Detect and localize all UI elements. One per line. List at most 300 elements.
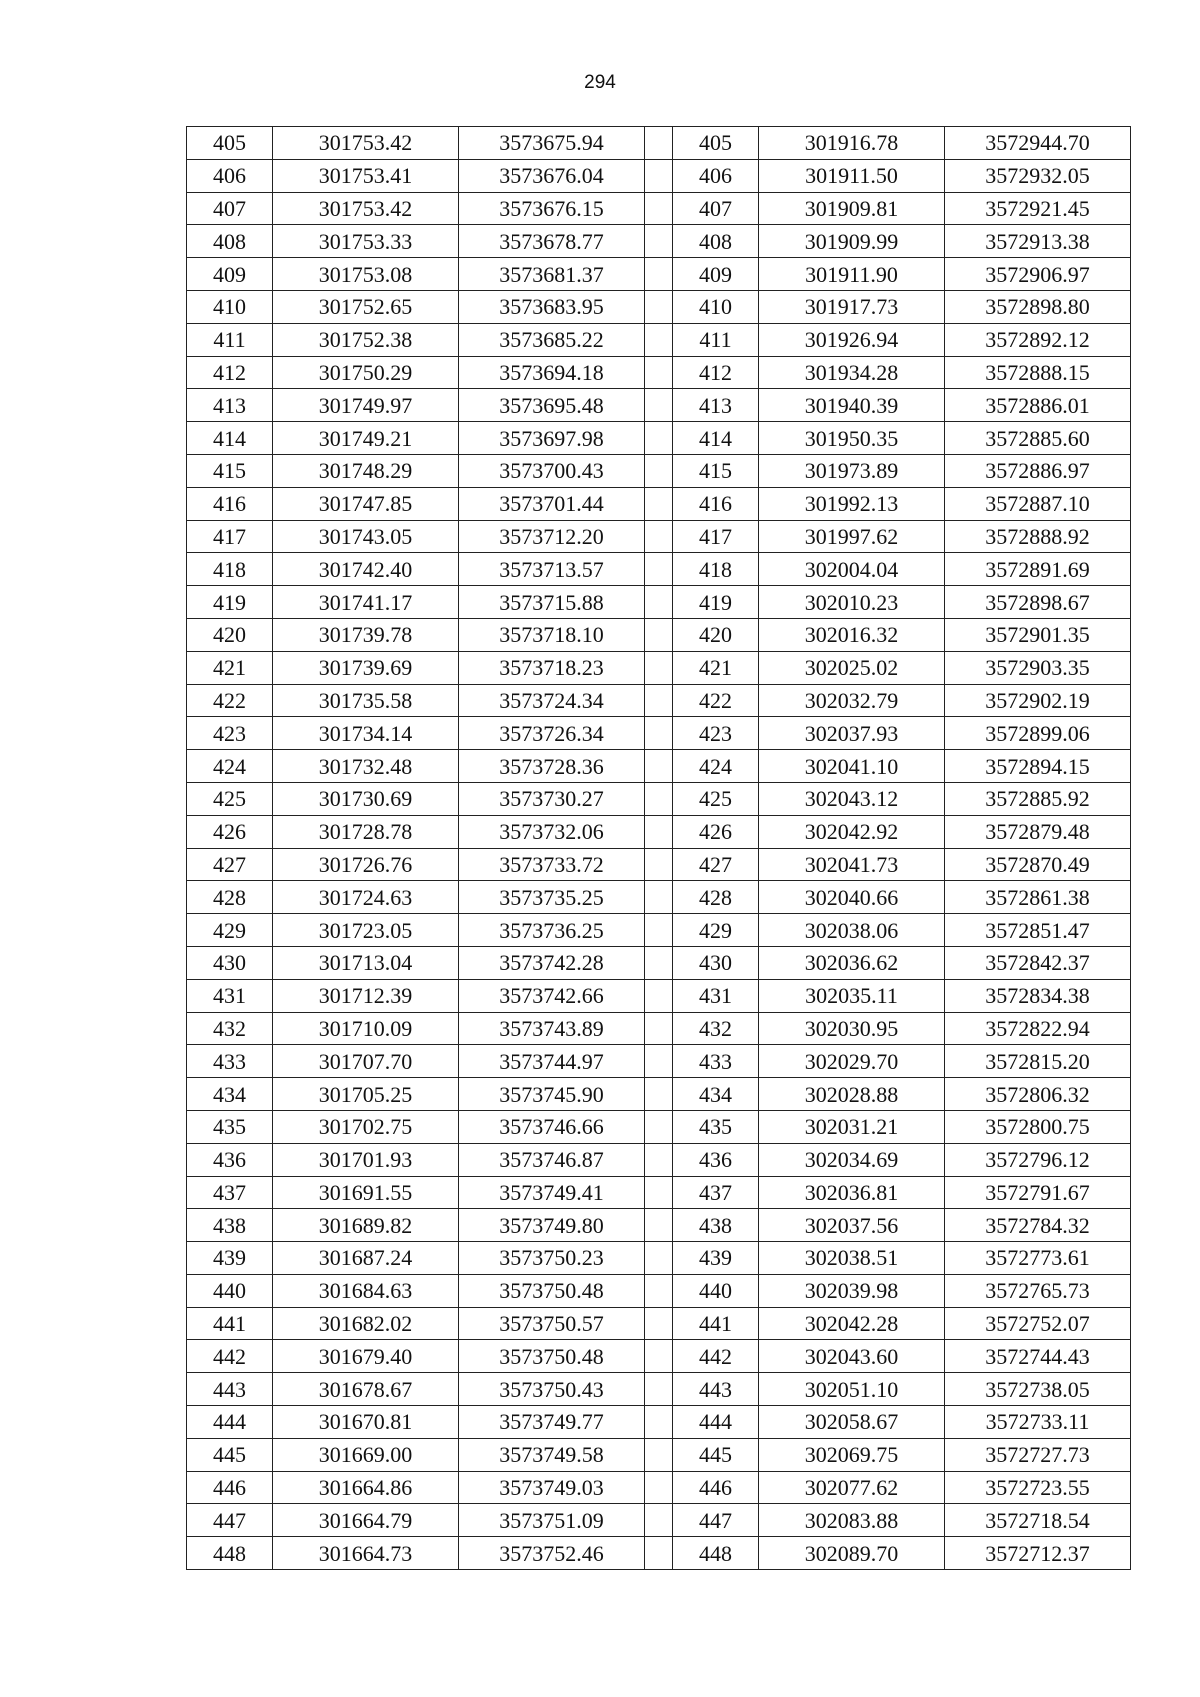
right-y-coordinate-cell: 3572733.11 [945,1406,1131,1439]
separator-cell [645,1078,673,1111]
right-point-id-cell: 422 [673,684,759,717]
right-y-coordinate-cell: 3572796.12 [945,1143,1131,1176]
left-y-coordinate-cell: 3573745.90 [459,1078,645,1111]
right-x-coordinate-cell: 301909.81 [759,192,945,225]
left-x-coordinate-cell: 301664.86 [273,1471,459,1504]
table-row [187,159,1131,192]
left-x-coordinate-cell: 301752.65 [273,290,459,323]
left-x-coordinate-cell: 301732.48 [273,750,459,783]
left-y-coordinate-cell: 3573749.80 [459,1209,645,1242]
left-y-coordinate-cell: 3573732.06 [459,815,645,848]
right-point-id-cell: 440 [673,1274,759,1307]
left-point-id-cell: 441 [187,1307,273,1340]
right-x-coordinate-cell: 302042.92 [759,815,945,848]
left-y-coordinate-cell: 3573742.28 [459,946,645,979]
right-point-id-cell: 426 [673,815,759,848]
right-point-id-cell: 407 [673,192,759,225]
right-point-id-cell: 446 [673,1471,759,1504]
right-point-id-cell: 421 [673,651,759,684]
table-row [187,1078,1131,1111]
table-row [187,192,1131,225]
separator-cell [645,586,673,619]
right-point-id-cell: 408 [673,225,759,258]
table-row [187,422,1131,455]
left-x-coordinate-cell: 301730.69 [273,782,459,815]
table-row [187,1274,1131,1307]
left-x-coordinate-cell: 301739.69 [273,651,459,684]
table-row [187,225,1131,258]
right-point-id-cell: 420 [673,618,759,651]
left-point-id-cell: 414 [187,422,273,455]
right-y-coordinate-cell: 3572913.38 [945,225,1131,258]
left-point-id-cell: 431 [187,979,273,1012]
left-point-id-cell: 432 [187,1012,273,1045]
right-y-coordinate-cell: 3572773.61 [945,1242,1131,1275]
table-row [187,1471,1131,1504]
table-row [187,618,1131,651]
right-point-id-cell: 427 [673,848,759,881]
left-y-coordinate-cell: 3573749.03 [459,1471,645,1504]
left-y-coordinate-cell: 3573712.20 [459,520,645,553]
right-point-id-cell: 448 [673,1537,759,1570]
right-x-coordinate-cell: 302069.75 [759,1438,945,1471]
left-y-coordinate-cell: 3573685.22 [459,323,645,356]
right-y-coordinate-cell: 3572891.69 [945,553,1131,586]
left-x-coordinate-cell: 301753.41 [273,159,459,192]
right-point-id-cell: 439 [673,1242,759,1275]
left-point-id-cell: 412 [187,356,273,389]
right-y-coordinate-cell: 3572723.55 [945,1471,1131,1504]
left-point-id-cell: 447 [187,1504,273,1537]
right-y-coordinate-cell: 3572901.35 [945,618,1131,651]
left-x-coordinate-cell: 301710.09 [273,1012,459,1045]
left-point-id-cell: 422 [187,684,273,717]
left-point-id-cell: 426 [187,815,273,848]
left-y-coordinate-cell: 3573742.66 [459,979,645,1012]
table-row [187,487,1131,520]
left-x-coordinate-cell: 301728.78 [273,815,459,848]
left-y-coordinate-cell: 3573733.72 [459,848,645,881]
right-y-coordinate-cell: 3572944.70 [945,127,1131,160]
right-x-coordinate-cell: 301909.99 [759,225,945,258]
separator-cell [645,1274,673,1307]
left-y-coordinate-cell: 3573724.34 [459,684,645,717]
right-y-coordinate-cell: 3572898.80 [945,290,1131,323]
separator-cell [645,356,673,389]
left-point-id-cell: 413 [187,389,273,422]
left-x-coordinate-cell: 301712.39 [273,979,459,1012]
right-point-id-cell: 435 [673,1110,759,1143]
right-y-coordinate-cell: 3572738.05 [945,1373,1131,1406]
left-y-coordinate-cell: 3573726.34 [459,717,645,750]
right-y-coordinate-cell: 3572887.10 [945,487,1131,520]
left-point-id-cell: 425 [187,782,273,815]
separator-cell [645,1012,673,1045]
left-x-coordinate-cell: 301679.40 [273,1340,459,1373]
separator-cell [645,717,673,750]
right-point-id-cell: 406 [673,159,759,192]
right-point-id-cell: 432 [673,1012,759,1045]
left-y-coordinate-cell: 3573718.23 [459,651,645,684]
left-y-coordinate-cell: 3573694.18 [459,356,645,389]
left-x-coordinate-cell: 301669.00 [273,1438,459,1471]
table-row [187,356,1131,389]
right-y-coordinate-cell: 3572902.19 [945,684,1131,717]
left-y-coordinate-cell: 3573752.46 [459,1537,645,1570]
right-y-coordinate-cell: 3572834.38 [945,979,1131,1012]
right-point-id-cell: 434 [673,1078,759,1111]
left-x-coordinate-cell: 301702.75 [273,1110,459,1143]
separator-cell [645,389,673,422]
right-x-coordinate-cell: 301973.89 [759,454,945,487]
left-y-coordinate-cell: 3573676.04 [459,159,645,192]
table-row [187,454,1131,487]
left-x-coordinate-cell: 301713.04 [273,946,459,979]
right-x-coordinate-cell: 301917.73 [759,290,945,323]
left-x-coordinate-cell: 301750.29 [273,356,459,389]
right-x-coordinate-cell: 302030.95 [759,1012,945,1045]
right-y-coordinate-cell: 3572932.05 [945,159,1131,192]
left-x-coordinate-cell: 301753.08 [273,258,459,291]
right-x-coordinate-cell: 302037.56 [759,1209,945,1242]
left-y-coordinate-cell: 3573676.15 [459,192,645,225]
left-point-id-cell: 435 [187,1110,273,1143]
right-x-coordinate-cell: 302043.60 [759,1340,945,1373]
right-y-coordinate-cell: 3572752.07 [945,1307,1131,1340]
left-y-coordinate-cell: 3573715.88 [459,586,645,619]
left-y-coordinate-cell: 3573749.41 [459,1176,645,1209]
right-x-coordinate-cell: 302042.28 [759,1307,945,1340]
table-row [187,1307,1131,1340]
right-x-coordinate-cell: 301940.39 [759,389,945,422]
left-x-coordinate-cell: 301726.76 [273,848,459,881]
left-point-id-cell: 410 [187,290,273,323]
right-point-id-cell: 445 [673,1438,759,1471]
right-y-coordinate-cell: 3572888.15 [945,356,1131,389]
table-row [187,1340,1131,1373]
right-point-id-cell: 415 [673,454,759,487]
left-y-coordinate-cell: 3573681.37 [459,258,645,291]
right-y-coordinate-cell: 3572903.35 [945,651,1131,684]
right-x-coordinate-cell: 301926.94 [759,323,945,356]
left-x-coordinate-cell: 301735.58 [273,684,459,717]
table-row [187,323,1131,356]
left-x-coordinate-cell: 301748.29 [273,454,459,487]
right-x-coordinate-cell: 302037.93 [759,717,945,750]
right-x-coordinate-cell: 301911.90 [759,258,945,291]
right-point-id-cell: 410 [673,290,759,323]
left-point-id-cell: 437 [187,1176,273,1209]
right-y-coordinate-cell: 3572906.97 [945,258,1131,291]
left-x-coordinate-cell: 301743.05 [273,520,459,553]
left-x-coordinate-cell: 301753.42 [273,192,459,225]
left-y-coordinate-cell: 3573728.36 [459,750,645,783]
left-point-id-cell: 416 [187,487,273,520]
left-x-coordinate-cell: 301747.85 [273,487,459,520]
left-y-coordinate-cell: 3573750.48 [459,1274,645,1307]
left-point-id-cell: 420 [187,618,273,651]
right-y-coordinate-cell: 3572800.75 [945,1110,1131,1143]
right-point-id-cell: 436 [673,1143,759,1176]
right-y-coordinate-cell: 3572718.54 [945,1504,1131,1537]
right-point-id-cell: 444 [673,1406,759,1439]
right-x-coordinate-cell: 302004.04 [759,553,945,586]
right-y-coordinate-cell: 3572791.67 [945,1176,1131,1209]
left-point-id-cell: 406 [187,159,273,192]
right-y-coordinate-cell: 3572892.12 [945,323,1131,356]
right-y-coordinate-cell: 3572744.43 [945,1340,1131,1373]
separator-cell [645,422,673,455]
left-y-coordinate-cell: 3573701.44 [459,487,645,520]
separator-cell [645,881,673,914]
right-y-coordinate-cell: 3572879.48 [945,815,1131,848]
table-row [187,1242,1131,1275]
right-x-coordinate-cell: 301950.35 [759,422,945,455]
left-point-id-cell: 434 [187,1078,273,1111]
table-row [187,684,1131,717]
table-row [187,1012,1131,1045]
right-y-coordinate-cell: 3572784.32 [945,1209,1131,1242]
separator-cell [645,225,673,258]
separator-cell [645,1045,673,1078]
separator-cell [645,946,673,979]
left-y-coordinate-cell: 3573697.98 [459,422,645,455]
left-point-id-cell: 445 [187,1438,273,1471]
right-x-coordinate-cell: 302010.23 [759,586,945,619]
right-x-coordinate-cell: 301911.50 [759,159,945,192]
right-point-id-cell: 447 [673,1504,759,1537]
table-row [187,586,1131,619]
table-row [187,520,1131,553]
separator-cell [645,618,673,651]
left-x-coordinate-cell: 301723.05 [273,914,459,947]
right-x-coordinate-cell: 302083.88 [759,1504,945,1537]
right-point-id-cell: 437 [673,1176,759,1209]
right-y-coordinate-cell: 3572806.32 [945,1078,1131,1111]
left-y-coordinate-cell: 3573751.09 [459,1504,645,1537]
right-point-id-cell: 425 [673,782,759,815]
left-y-coordinate-cell: 3573675.94 [459,127,645,160]
table-row [187,914,1131,947]
table-row [187,1537,1131,1570]
table-row [187,1504,1131,1537]
left-point-id-cell: 418 [187,553,273,586]
separator-cell [645,1176,673,1209]
left-x-coordinate-cell: 301707.70 [273,1045,459,1078]
right-x-coordinate-cell: 302038.51 [759,1242,945,1275]
left-x-coordinate-cell: 301734.14 [273,717,459,750]
right-x-coordinate-cell: 302041.73 [759,848,945,881]
right-x-coordinate-cell: 302040.66 [759,881,945,914]
right-point-id-cell: 429 [673,914,759,947]
right-point-id-cell: 416 [673,487,759,520]
table-row [187,1045,1131,1078]
separator-cell [645,553,673,586]
right-x-coordinate-cell: 302036.81 [759,1176,945,1209]
table-row [187,782,1131,815]
left-x-coordinate-cell: 301705.25 [273,1078,459,1111]
left-point-id-cell: 443 [187,1373,273,1406]
separator-cell [645,1406,673,1439]
coordinates-table-body [187,127,1131,1570]
left-point-id-cell: 448 [187,1537,273,1570]
separator-cell [645,848,673,881]
left-y-coordinate-cell: 3573743.89 [459,1012,645,1045]
separator-cell [645,159,673,192]
left-x-coordinate-cell: 301684.63 [273,1274,459,1307]
left-point-id-cell: 433 [187,1045,273,1078]
left-y-coordinate-cell: 3573750.48 [459,1340,645,1373]
separator-cell [645,323,673,356]
right-y-coordinate-cell: 3572870.49 [945,848,1131,881]
table-row [187,815,1131,848]
separator-cell [645,1471,673,1504]
right-point-id-cell: 441 [673,1307,759,1340]
separator-cell [645,782,673,815]
left-point-id-cell: 428 [187,881,273,914]
left-point-id-cell: 424 [187,750,273,783]
separator-cell [645,1242,673,1275]
right-x-coordinate-cell: 302036.62 [759,946,945,979]
left-y-coordinate-cell: 3573749.77 [459,1406,645,1439]
right-point-id-cell: 411 [673,323,759,356]
left-x-coordinate-cell: 301682.02 [273,1307,459,1340]
table-row [187,1373,1131,1406]
right-y-coordinate-cell: 3572886.97 [945,454,1131,487]
left-point-id-cell: 407 [187,192,273,225]
left-y-coordinate-cell: 3573700.43 [459,454,645,487]
right-y-coordinate-cell: 3572842.37 [945,946,1131,979]
right-x-coordinate-cell: 302043.12 [759,782,945,815]
right-y-coordinate-cell: 3572921.45 [945,192,1131,225]
left-y-coordinate-cell: 3573736.25 [459,914,645,947]
left-point-id-cell: 440 [187,1274,273,1307]
separator-cell [645,684,673,717]
right-x-coordinate-cell: 301916.78 [759,127,945,160]
separator-cell [645,290,673,323]
separator-cell [645,1143,673,1176]
left-point-id-cell: 429 [187,914,273,947]
left-point-id-cell: 439 [187,1242,273,1275]
right-y-coordinate-cell: 3572885.60 [945,422,1131,455]
left-x-coordinate-cell: 301689.82 [273,1209,459,1242]
right-point-id-cell: 438 [673,1209,759,1242]
table-row [187,553,1131,586]
separator-cell [645,258,673,291]
right-y-coordinate-cell: 3572765.73 [945,1274,1131,1307]
left-x-coordinate-cell: 301678.67 [273,1373,459,1406]
left-y-coordinate-cell: 3573749.58 [459,1438,645,1471]
left-y-coordinate-cell: 3573750.23 [459,1242,645,1275]
table-row [187,1209,1131,1242]
left-y-coordinate-cell: 3573678.77 [459,225,645,258]
left-y-coordinate-cell: 3573750.43 [459,1373,645,1406]
table-row [187,750,1131,783]
separator-cell [645,914,673,947]
right-point-id-cell: 409 [673,258,759,291]
right-x-coordinate-cell: 302039.98 [759,1274,945,1307]
right-x-coordinate-cell: 301997.62 [759,520,945,553]
right-y-coordinate-cell: 3572727.73 [945,1438,1131,1471]
left-x-coordinate-cell: 301724.63 [273,881,459,914]
table-row [187,946,1131,979]
right-x-coordinate-cell: 302051.10 [759,1373,945,1406]
right-y-coordinate-cell: 3572815.20 [945,1045,1131,1078]
left-y-coordinate-cell: 3573746.87 [459,1143,645,1176]
separator-cell [645,487,673,520]
left-x-coordinate-cell: 301741.17 [273,586,459,619]
left-x-coordinate-cell: 301691.55 [273,1176,459,1209]
left-point-id-cell: 411 [187,323,273,356]
right-y-coordinate-cell: 3572822.94 [945,1012,1131,1045]
left-point-id-cell: 417 [187,520,273,553]
left-point-id-cell: 408 [187,225,273,258]
right-point-id-cell: 428 [673,881,759,914]
separator-cell [645,520,673,553]
right-x-coordinate-cell: 302038.06 [759,914,945,947]
left-point-id-cell: 409 [187,258,273,291]
table-row [187,258,1131,291]
separator-cell [645,1340,673,1373]
right-point-id-cell: 419 [673,586,759,619]
right-x-coordinate-cell: 302041.10 [759,750,945,783]
right-point-id-cell: 433 [673,1045,759,1078]
left-point-id-cell: 436 [187,1143,273,1176]
separator-cell [645,1373,673,1406]
right-y-coordinate-cell: 3572898.67 [945,586,1131,619]
right-x-coordinate-cell: 302035.11 [759,979,945,1012]
left-x-coordinate-cell: 301664.79 [273,1504,459,1537]
page-number: 294 [584,72,616,93]
separator-cell [645,1504,673,1537]
right-point-id-cell: 443 [673,1373,759,1406]
separator-cell [645,979,673,1012]
left-x-coordinate-cell: 301749.97 [273,389,459,422]
separator-cell [645,127,673,160]
right-y-coordinate-cell: 3572861.38 [945,881,1131,914]
table-row [187,651,1131,684]
left-point-id-cell: 427 [187,848,273,881]
right-y-coordinate-cell: 3572712.37 [945,1537,1131,1570]
left-x-coordinate-cell: 301687.24 [273,1242,459,1275]
table-row [187,290,1131,323]
right-x-coordinate-cell: 302089.70 [759,1537,945,1570]
left-y-coordinate-cell: 3573735.25 [459,881,645,914]
left-y-coordinate-cell: 3573744.97 [459,1045,645,1078]
left-x-coordinate-cell: 301739.78 [273,618,459,651]
right-point-id-cell: 418 [673,553,759,586]
left-point-id-cell: 405 [187,127,273,160]
left-point-id-cell: 442 [187,1340,273,1373]
left-point-id-cell: 438 [187,1209,273,1242]
left-x-coordinate-cell: 301752.38 [273,323,459,356]
right-y-coordinate-cell: 3572894.15 [945,750,1131,783]
right-y-coordinate-cell: 3572885.92 [945,782,1131,815]
right-x-coordinate-cell: 302016.32 [759,618,945,651]
separator-cell [645,1537,673,1570]
left-y-coordinate-cell: 3573713.57 [459,553,645,586]
right-y-coordinate-cell: 3572851.47 [945,914,1131,947]
right-x-coordinate-cell: 302034.69 [759,1143,945,1176]
separator-cell [645,192,673,225]
right-point-id-cell: 442 [673,1340,759,1373]
right-point-id-cell: 423 [673,717,759,750]
separator-cell [645,651,673,684]
right-point-id-cell: 431 [673,979,759,1012]
left-y-coordinate-cell: 3573718.10 [459,618,645,651]
right-x-coordinate-cell: 302077.62 [759,1471,945,1504]
right-x-coordinate-cell: 301992.13 [759,487,945,520]
